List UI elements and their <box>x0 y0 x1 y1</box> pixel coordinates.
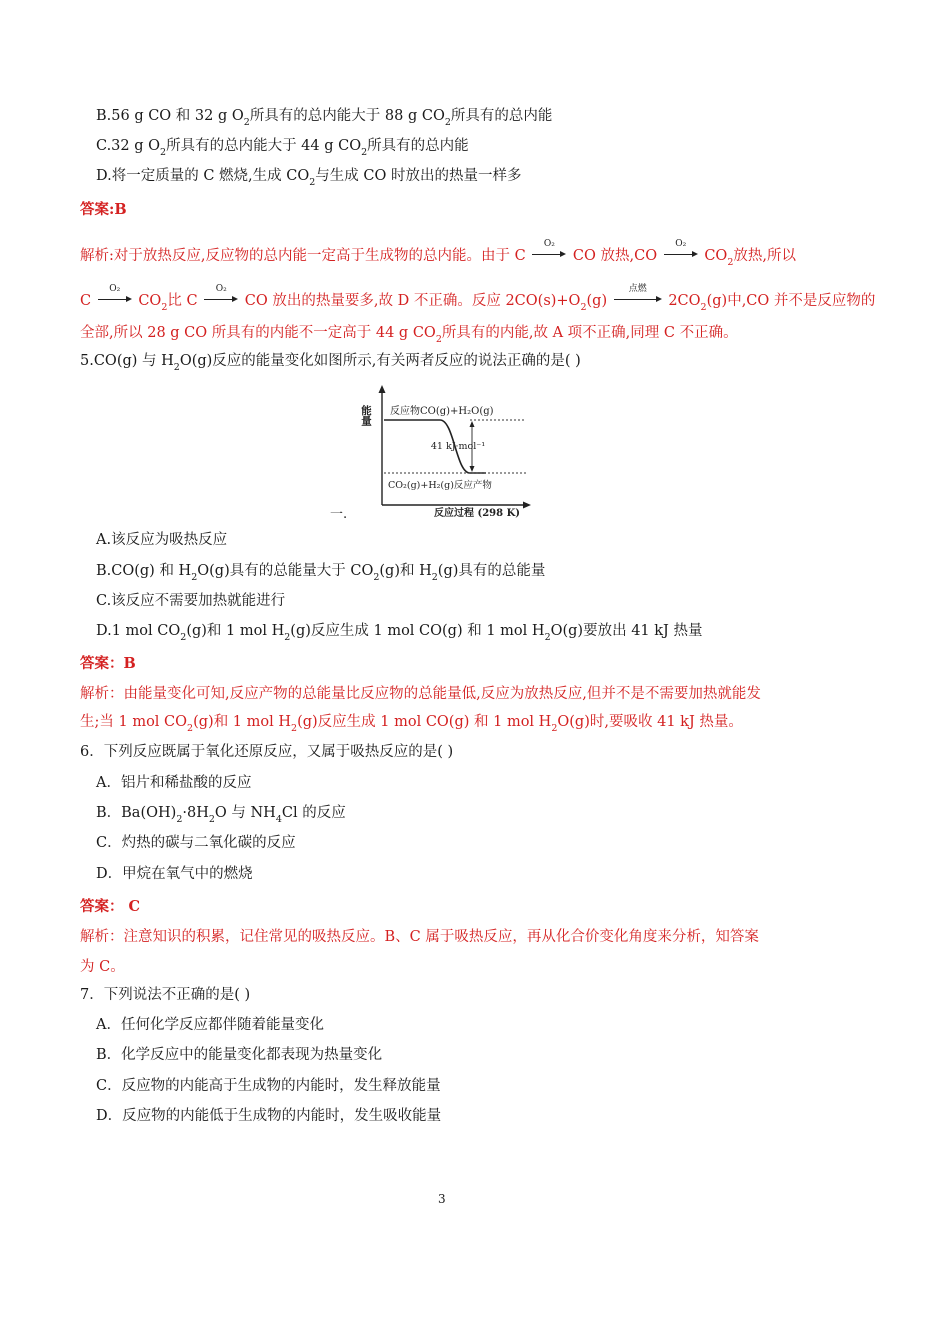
q6-analysis-line2: 为 C。 <box>80 959 125 975</box>
reaction-arrow: O₂ <box>204 291 238 303</box>
q5-option-c: C.该反应不需要加热就能进行 <box>96 593 286 609</box>
q4-answer: 答案:B <box>80 201 127 218</box>
delta-label: 41 kJ·mol⁻¹ <box>430 441 486 452</box>
q5-option-d: D.1 mol $CO_2(g)$和 1 mol $H_2(g)$反应生成 1 mol CO(g) 和 1 mol $H_2O(g)$要放出 41 kJ 热量 <box>96 623 703 643</box>
reaction-arrow: O₂ <box>664 246 698 258</box>
reactant-label: 反应物CO(g)+H₂O(g) <box>390 406 494 417</box>
q6-option-c: C．灼热的碳与二氧化碳的反应 <box>96 835 296 851</box>
q4-option-d: D.将一定质量的 C 燃烧,生成 $CO_2$与生成 CO 时放出的热量一样多 <box>96 168 522 188</box>
q6-answer: 答案： C <box>80 898 141 915</box>
page-number: 3 <box>438 1192 446 1206</box>
q5-answer: 答案：B <box>80 655 136 672</box>
q5-analysis-line1: 解析：由能量变化可知,反应产物的总能量比反应物的总能量低,反应为放热反应,但并不是不需要加热就能发 <box>80 686 761 702</box>
diagram-ylabel: 能量 <box>360 405 372 426</box>
reaction-arrow: O₂ <box>98 291 132 303</box>
energy-diagram <box>354 383 532 519</box>
q7-option-c: C．反应物的内能高于生成物的内能时，发生释放能量 <box>96 1078 441 1094</box>
q5-option-a: A.该反应为吸热反应 <box>96 532 228 548</box>
q7-option-b: B．化学反应中的能量变化都表现为热量变化 <box>96 1047 383 1063</box>
q5-option-b: B.CO(g) 和 $H_2O(g)$具有的总能量大于 $CO_2(g)$和 $H_2(g)$具有的总能量 <box>96 563 546 583</box>
reaction-arrow: O₂ <box>532 246 566 258</box>
ignite-arrow: 点燃 <box>614 291 662 303</box>
q4-option-b: B.56 g CO 和 32 g $O_2$所具有的总内能大于 88 g $CO_2$所具有的总内能 <box>96 108 553 128</box>
q4-analysis-line3: 全部,所以 28 g CO 所具有的内能不一定高于 44 g $CO_2$所具有的内能,故 A 项不正确,同理 C 不正确。 <box>80 325 738 345</box>
q7-option-d: D．反应物的内能低于生成物的内能时，发生吸收能量 <box>96 1108 442 1124</box>
q7-option-a: A．任何化学反应都伴随着能量变化 <box>96 1017 324 1033</box>
q6-analysis-line1: 解析：注意知识的积累，记住常见的吸热反应。B、C 属于吸热反应，再从化合价变化角度来分析，知答案 <box>80 929 759 945</box>
q6-option-b: B．$Ba(OH)_2\cdot 8H_2O$ 与 $NH_4Cl$ 的反应 <box>96 805 346 825</box>
q6-option-d: D．甲烷在氧气中的燃烧 <box>96 866 253 882</box>
q5-stem: 5.CO(g) 与 $H_2O(g)$反应的能量变化如图所示,有关两者反应的说法正确的是( ) <box>80 353 581 373</box>
q6-option-a: A．铝片和稀盐酸的反应 <box>96 775 252 791</box>
q4-analysis-line1: 解析:对于放热反应,反应物的总内能一定高于生成物的总内能。由于 C O₂ CO 放热,CO O₂ $CO_2$放热,所以 <box>80 239 796 268</box>
q5-analysis-line2: 生;当 1 mol $CO_2(g)$和 1 mol $H_2(g)$反应生成 1 mol CO(g) 和 1 mol $H_2O(g)$时,要吸收 41 kJ 热量。 <box>80 714 743 734</box>
figure-note: 一. <box>330 507 348 522</box>
q4-analysis-line2: C O₂ $CO_2$比 C O₂ CO 放出的热量要多,故 D 不正确。反应 $2CO(s)+O_2(g)$ 点燃 $2CO_2(g)$中,CO 并不是反应物的 <box>80 284 876 313</box>
q7-stem: 7．下列说法不正确的是( ) <box>80 987 251 1003</box>
q6-stem: 6．下列反应既属于氧化还原反应，又属于吸热反应的是( ) <box>80 744 454 760</box>
product-label: CO₂(g)+H₂(g)反应产物 <box>388 480 492 491</box>
q4-option-c: C.32 g $O_2$所具有的总内能大于 44 g $CO_2$所具有的总内能 <box>96 138 469 158</box>
diagram-xlabel: 反应过程 (298 K) <box>434 508 520 519</box>
